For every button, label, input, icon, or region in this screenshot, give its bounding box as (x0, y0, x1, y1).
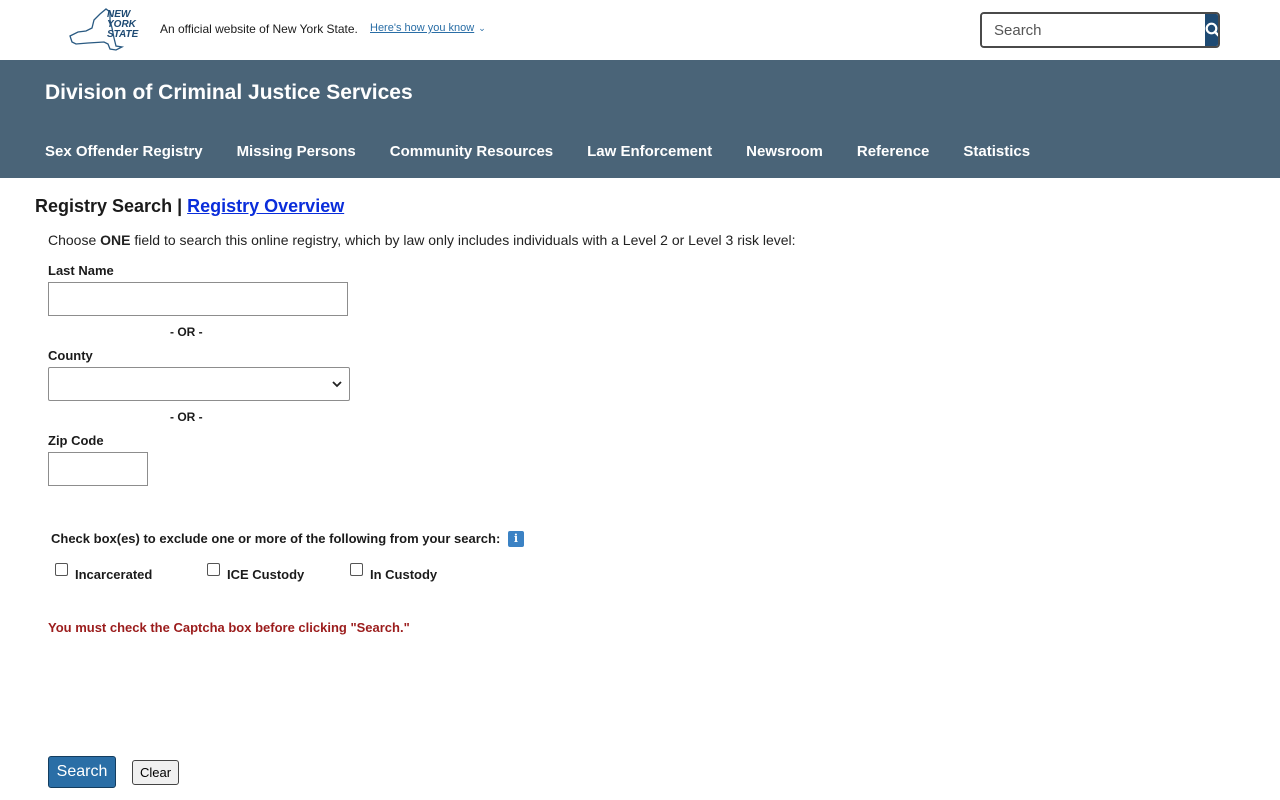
nav-sex-offender-registry[interactable]: Sex Offender Registry (45, 143, 203, 160)
captcha-warning: You must check the Captcha box before clicking "Search." (48, 620, 410, 635)
nav-missing-persons[interactable]: Missing Persons (236, 143, 356, 160)
zip-code-label: Zip Code (48, 433, 104, 448)
search-icon (1205, 22, 1220, 38)
how-you-know-label: Here's how you know (370, 22, 475, 34)
last-name-label: Last Name (48, 263, 114, 278)
heading-separator: | (172, 196, 188, 216)
nav-law-enforcement[interactable]: Law Enforcement (587, 143, 713, 160)
site-search-input[interactable] (982, 14, 1205, 46)
page-title: Registry Search (35, 196, 173, 216)
instruction-prefix: Choose (48, 232, 101, 248)
checkbox-label: ICE Custody (227, 567, 305, 582)
agency-title[interactable]: Division of Criminal Justice Services (45, 81, 413, 104)
checkbox-box[interactable] (207, 563, 220, 576)
county-select[interactable] (48, 367, 350, 401)
how-you-know-link[interactable] (370, 22, 486, 34)
nav-newsroom[interactable]: Newsroom (746, 143, 823, 160)
nav-community-resources[interactable]: Community Resources (389, 143, 554, 160)
chevron-down-icon: ⌄ (478, 23, 486, 33)
zip-code-input[interactable] (48, 452, 148, 486)
instruction-bold: ONE (100, 232, 131, 248)
logo-line-1: NEW (107, 9, 131, 20)
search-button[interactable]: Search (48, 756, 116, 788)
logo-line-2: YORK (107, 19, 136, 30)
main-nav (45, 143, 1064, 160)
nav-statistics[interactable]: Statistics (963, 143, 1031, 160)
chevron-down-icon (331, 378, 343, 390)
nav-reference[interactable]: Reference (856, 143, 930, 160)
checkbox-box[interactable] (350, 563, 363, 576)
site-search-button[interactable] (1205, 14, 1220, 46)
county-label: County (48, 348, 93, 363)
registry-overview-link[interactable]: Registry Overview (187, 196, 345, 216)
page-heading (35, 196, 344, 217)
checkbox-in-custody[interactable] (350, 563, 437, 582)
checkbox-label: Incarcerated (75, 567, 153, 582)
exclude-text: Check box(es) to exclude one or more of the following from your search: (51, 531, 501, 546)
checkbox-incarcerated[interactable] (55, 563, 152, 582)
ny-state-logo[interactable] (64, 6, 144, 54)
agency-header (0, 60, 1280, 178)
official-site-text: An official website of New York State. (160, 22, 358, 36)
or-separator-2: - OR - (170, 410, 203, 424)
logo-line-3: STATE (107, 29, 139, 40)
checkbox-box[interactable] (55, 563, 68, 576)
instruction-rest: field to search this online registry, which by law only includes individuals with a Level 2 or Level 3 risk level: (130, 232, 796, 248)
or-separator-1: - OR - (170, 325, 203, 339)
exclude-instructions (51, 531, 524, 547)
checkbox-ice-custody[interactable] (207, 563, 304, 582)
info-icon[interactable]: i (508, 531, 524, 547)
instruction-text (48, 232, 796, 248)
clear-button[interactable]: Clear (132, 760, 179, 785)
site-search (980, 12, 1220, 48)
state-bar (0, 0, 1280, 60)
checkbox-label: In Custody (370, 567, 438, 582)
last-name-input[interactable] (48, 282, 348, 316)
